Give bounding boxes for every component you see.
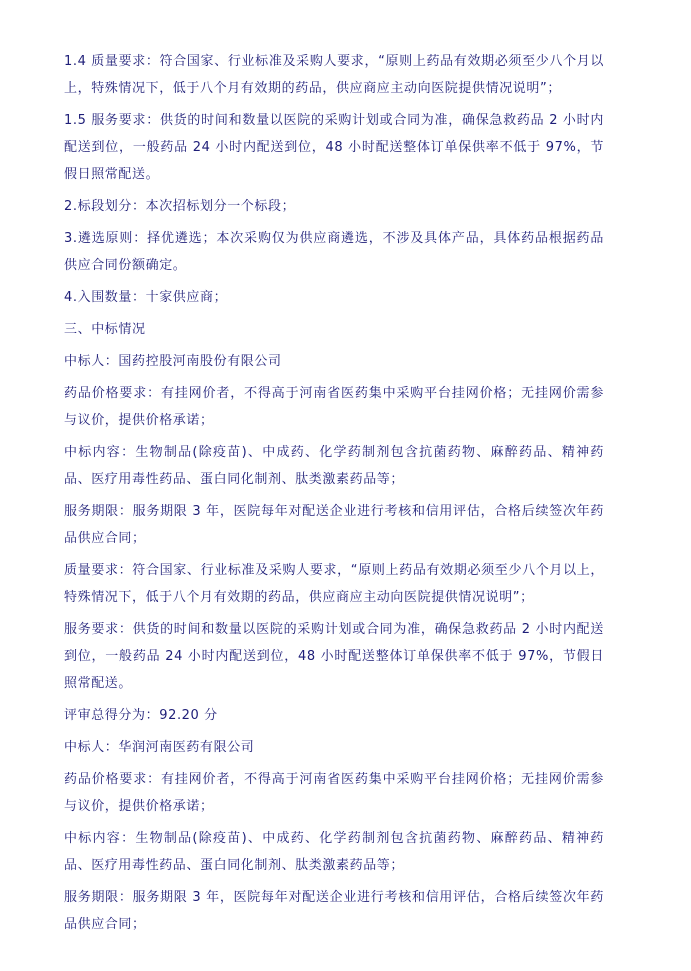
selection-principle: 3.遴选原则：择优遴选；本次采购仅为供应商遴选，不涉及具体产品，具体药品根据药品供应合同份额确定。: [64, 231, 604, 273]
winner-1-service-period: 服务期限：服务期限 3 年，医院每年对配送企业进行考核和信用评估，合格后续签次年药品供应合同；: [64, 504, 604, 546]
winner-1-service-requirement: 服务要求：供货的时间和数量以医院的采购计划或合同为准，确保急救药品 2 小时内配送到位，一般药品 24 小时内配送到位，48 小时配送整体订单保供率不低于 97%，节假日照常配送。: [64, 622, 604, 691]
winner-1-total-score: 评审总得分为：92.20 分: [64, 708, 218, 723]
section-heading-award: 三、中标情况: [64, 322, 146, 337]
quality-requirement-1-4: 1.4 质量要求：符合国家、行业标准及采购人要求，“原则上药品有效期必须至少八个月以上，特殊情况下，低于八个月有效期的药品，供应商应主动向医院提供情况说明”；: [64, 54, 604, 96]
winner-2-name: 中标人：华润河南医药有限公司: [64, 740, 255, 755]
winner-2-award-content: 中标内容：生物制品(除疫苗)、中成药、化学药制剂包含抗菌药物、麻醉药品、精神药品、医疗用毒性药品、蛋白同化制剂、肽类激素药品等；: [64, 831, 604, 873]
winner-2-service-period: 服务期限：服务期限 3 年，医院每年对配送企业进行考核和信用评估，合格后续签次年药品供应合同；: [64, 890, 604, 932]
lot-division: 2.标段划分：本次招标划分一个标段；: [64, 199, 296, 214]
shortlist-count: 4.入围数量：十家供应商；: [64, 290, 228, 305]
winner-1-name: 中标人：国药控股河南股份有限公司: [64, 354, 282, 369]
winner-1-quality-requirement: 质量要求：符合国家、行业标准及采购人要求，“原则上药品有效期必须至少八个月以上，特殊情况下，低于八个月有效期的药品，供应商应主动向医院提供情况说明”；: [64, 563, 604, 605]
document-page: [64, 48, 604, 943]
winner-2-price-requirement: 药品价格要求：有挂网价者，不得高于河南省医药集中采购平台挂网价格；无挂网价需参与议价，提供价格承诺；: [64, 772, 604, 814]
service-requirement-1-5: 1.5 服务要求：供货的时间和数量以医院的采购计划或合同为准，确保急救药品 2 小时内配送到位，一般药品 24 小时内配送到位，48 小时配送整体订单保供率不低于 97%，节假日照常配送。: [64, 113, 604, 182]
winner-1-award-content: 中标内容：生物制品(除疫苗)、中成药、化学药制剂包含抗菌药物、麻醉药品、精神药品、医疗用毒性药品、蛋白同化制剂、肽类激素药品等；: [64, 445, 604, 487]
winner-1-price-requirement: 药品价格要求：有挂网价者，不得高于河南省医药集中采购平台挂网价格；无挂网价需参与议价，提供价格承诺；: [64, 386, 604, 428]
